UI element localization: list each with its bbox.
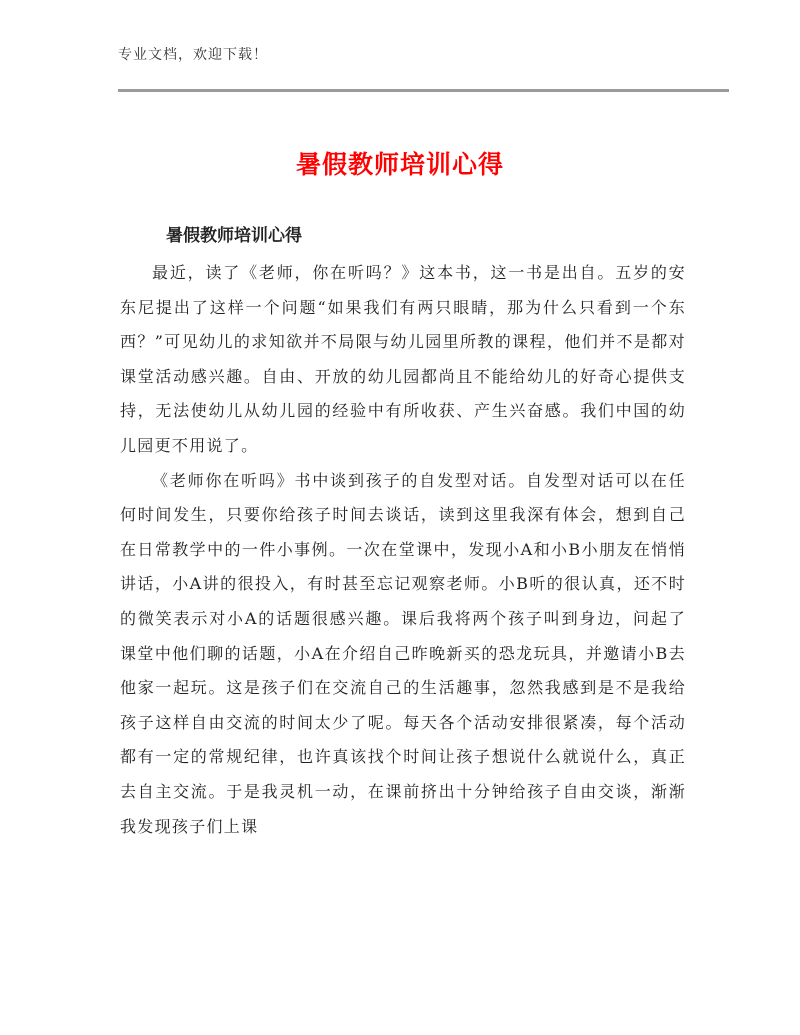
document-body (120, 256, 686, 844)
document-title: 暑假教师培训心得 (295, 150, 504, 179)
paragraph-2: 《老师你在听吗》书中谈到孩子的自发型对话。自发型对话可以在任何时间发生，只要你给孩子时间去谈话，读到这里我深有体会，想到自己在日常教学中的一件小事例。一次在堂课中，发现小A和小B小朋友在悄悄讲话，小A讲的很投入，有时甚至忘记观察老师。小B听的很认真，还不时的微笑表示对小A的话题很感兴趣。课后我将两个孩子叫到身边，问起了课堂中他们聊的话题，小A在介绍自己昨晚新买的恐龙玩具，并邀请小B去他家一起玩。这是孩子们在交流自己的生活趣事，忽然我感到是不是我给孩子这样自由交流的时间太少了呢。每天各个活动安排很紧凑，每个活动都有一定的常规纪律，也许真该找个时间让孩子想说什么就说什么，真正去自主交流。于是我灵机一动，在课前挤出十分钟给孩子自由交谈，渐渐我发现孩子们上课 (120, 470, 686, 836)
paragraph-1: 最近，读了《老师，你在听吗？》这本书，这一书是出自。五岁的安东尼提出了这样一个问题“如果我们有两只眼睛，那为什么只看到一个东西？”可见幼儿的求知欲并不局限与幼儿园里所教的课程，他们并不是都对课堂活动感兴趣。自由、开放的幼儿园都尚且不能给幼儿的好奇心提供支持，无法使幼儿从幼儿园的经验中有所收获、产生兴奋感。我们中国的幼儿园更不用说了。 (120, 263, 686, 455)
header-divider (118, 89, 729, 92)
document-subtitle: 暑假教师培训心得 (166, 226, 302, 246)
page-header-text: 专业文档，欢迎下载！ (118, 47, 268, 63)
